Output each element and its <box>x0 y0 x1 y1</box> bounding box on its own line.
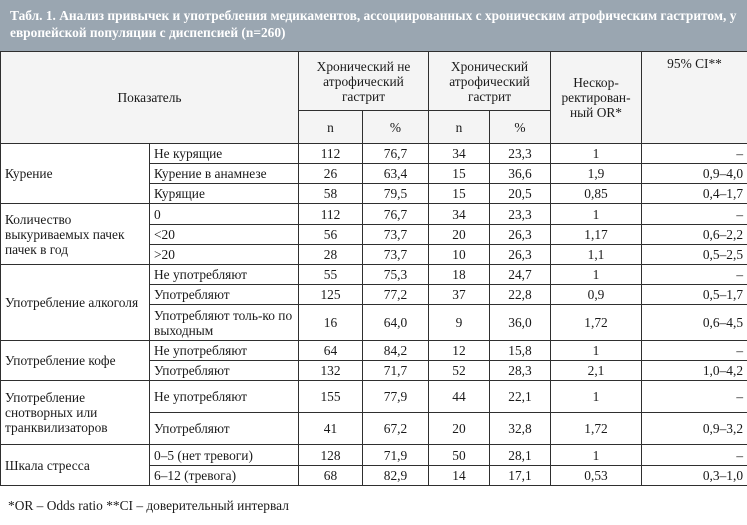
cell-pct-atrophic: 36,0 <box>490 305 551 341</box>
cell-ci: 0,5–2,5 <box>642 245 747 265</box>
cell-ci: – <box>642 265 747 285</box>
cell-pct-atrophic: 22,1 <box>490 381 551 413</box>
sub-indicator: Употребляют толь-ко по выходным <box>150 305 299 341</box>
sub-indicator: 6–12 (тревога) <box>150 466 299 486</box>
cell-n-atrophic: 50 <box>429 445 490 466</box>
cell-n-nonatrophic: 28 <box>299 245 363 265</box>
cell-pct-nonatrophic: 63,4 <box>363 164 429 184</box>
cell-n-atrophic: 15 <box>429 164 490 184</box>
cell-n-nonatrophic: 68 <box>299 466 363 486</box>
cell-ci: – <box>642 144 747 164</box>
header-pct: % <box>490 111 551 144</box>
cell-pct-atrophic: 26,3 <box>490 245 551 265</box>
header-indicator: Показатель <box>1 52 299 144</box>
sub-indicator: Употребляют <box>150 285 299 305</box>
indicator-name: Употребление алкоголя <box>1 265 150 341</box>
cell-pct-atrophic: 36,6 <box>490 164 551 184</box>
cell-pct-nonatrophic: 76,7 <box>363 144 429 164</box>
footnote: *OR – Odds ratio **CI – доверительный интервал <box>8 498 289 513</box>
cell-pct-atrophic: 15,8 <box>490 341 551 361</box>
cell-n-atrophic: 9 <box>429 305 490 341</box>
cell-n-nonatrophic: 41 <box>299 413 363 445</box>
cell-pct-nonatrophic: 82,9 <box>363 466 429 486</box>
cell-n-atrophic: 15 <box>429 184 490 204</box>
cell-pct-atrophic: 28,1 <box>490 445 551 466</box>
sub-indicator: Употребляют <box>150 413 299 445</box>
cell-or: 0,85 <box>551 184 642 204</box>
table-row <box>1 144 747 164</box>
cell-pct-atrophic: 24,7 <box>490 265 551 285</box>
cell-ci: – <box>642 341 747 361</box>
sub-indicator: Не употребляют <box>150 341 299 361</box>
cell-ci: 0,6–4,5 <box>642 305 747 341</box>
cell-n-nonatrophic: 155 <box>299 381 363 413</box>
indicator-name: Шкала стресса <box>1 445 150 486</box>
cell-ci: 0,5–1,7 <box>642 285 747 305</box>
cell-n-nonatrophic: 64 <box>299 341 363 361</box>
cell-or: 1 <box>551 265 642 285</box>
cell-n-atrophic: 52 <box>429 361 490 381</box>
cell-n-nonatrophic: 112 <box>299 204 363 225</box>
cell-pct-nonatrophic: 76,7 <box>363 204 429 225</box>
cell-n-nonatrophic: 56 <box>299 225 363 245</box>
cell-or: 0,53 <box>551 466 642 486</box>
cell-pct-atrophic: 20,5 <box>490 184 551 204</box>
sub-indicator: Не употребляют <box>150 265 299 285</box>
cell-ci: 0,3–1,0 <box>642 466 747 486</box>
cell-pct-atrophic: 32,8 <box>490 413 551 445</box>
cell-n-atrophic: 37 <box>429 285 490 305</box>
indicator-name: Курение <box>1 144 150 204</box>
cell-n-atrophic: 20 <box>429 225 490 245</box>
cell-n-nonatrophic: 128 <box>299 445 363 466</box>
header-n: n <box>299 111 363 144</box>
cell-ci: 0,6–2,2 <box>642 225 747 245</box>
header-or: Нескор-ректирован-ный OR* <box>551 52 642 144</box>
cell-n-atrophic: 34 <box>429 144 490 164</box>
cell-pct-nonatrophic: 67,2 <box>363 413 429 445</box>
cell-pct-nonatrophic: 73,7 <box>363 245 429 265</box>
sub-indicator: 0 <box>150 204 299 225</box>
cell-ci: 1,0–4,2 <box>642 361 747 381</box>
cell-n-nonatrophic: 112 <box>299 144 363 164</box>
cell-pct-atrophic: 22,8 <box>490 285 551 305</box>
cell-pct-nonatrophic: 84,2 <box>363 341 429 361</box>
cell-or: 1,17 <box>551 225 642 245</box>
cell-or: 1 <box>551 204 642 225</box>
cell-or: 1 <box>551 381 642 413</box>
cell-pct-atrophic: 23,3 <box>490 144 551 164</box>
header-n: n <box>429 111 490 144</box>
cell-or: 1,9 <box>551 164 642 184</box>
table-row <box>1 445 747 466</box>
sub-indicator: <20 <box>150 225 299 245</box>
header-group-nonatrophic: Хронический не атрофический гастрит <box>299 52 429 111</box>
cell-pct-atrophic: 26,3 <box>490 225 551 245</box>
cell-ci: – <box>642 204 747 225</box>
cell-or: 1 <box>551 341 642 361</box>
cell-pct-nonatrophic: 73,7 <box>363 225 429 245</box>
cell-pct-nonatrophic: 77,9 <box>363 381 429 413</box>
sub-indicator: Не курящие <box>150 144 299 164</box>
indicator-name: Употребление кофе <box>1 341 150 381</box>
cell-n-atrophic: 20 <box>429 413 490 445</box>
cell-ci: 0,4–1,7 <box>642 184 747 204</box>
cell-or: 1,72 <box>551 413 642 445</box>
cell-n-atrophic: 12 <box>429 341 490 361</box>
table-row <box>1 381 747 413</box>
sub-indicator: Курение в анамнезе <box>150 164 299 184</box>
cell-n-nonatrophic: 58 <box>299 184 363 204</box>
cell-n-nonatrophic: 132 <box>299 361 363 381</box>
header-pct: % <box>363 111 429 144</box>
cell-or: 1,1 <box>551 245 642 265</box>
cell-or: 1 <box>551 144 642 164</box>
cell-pct-nonatrophic: 71,9 <box>363 445 429 466</box>
cell-n-atrophic: 10 <box>429 245 490 265</box>
cell-ci: – <box>642 445 747 466</box>
cell-pct-atrophic: 17,1 <box>490 466 551 486</box>
sub-indicator: Не употребляют <box>150 381 299 413</box>
cell-pct-nonatrophic: 79,5 <box>363 184 429 204</box>
cell-ci: 0,9–3,2 <box>642 413 747 445</box>
cell-ci: – <box>642 381 747 413</box>
cell-pct-nonatrophic: 77,2 <box>363 285 429 305</box>
indicator-name: Количество выкуриваемых пачек пачек в год <box>1 204 150 265</box>
cell-n-atrophic: 18 <box>429 265 490 285</box>
cell-pct-nonatrophic: 64,0 <box>363 305 429 341</box>
header-group-atrophic: Хронический атрофический гастрит <box>429 52 551 111</box>
table-row <box>1 204 747 225</box>
cell-ci: 0,9–4,0 <box>642 164 747 184</box>
cell-or: 1 <box>551 445 642 466</box>
table-row <box>1 341 747 361</box>
data-table <box>0 51 747 486</box>
table-row <box>1 265 747 285</box>
sub-indicator: Употребляют <box>150 361 299 381</box>
cell-n-nonatrophic: 125 <box>299 285 363 305</box>
cell-or: 2,1 <box>551 361 642 381</box>
cell-n-atrophic: 44 <box>429 381 490 413</box>
cell-or: 1,72 <box>551 305 642 341</box>
cell-or: 0,9 <box>551 285 642 305</box>
cell-n-atrophic: 34 <box>429 204 490 225</box>
sub-indicator: 0–5 (нет тревоги) <box>150 445 299 466</box>
indicator-name: Употребление снотворных или транквилизаторов <box>1 381 150 445</box>
cell-n-nonatrophic: 55 <box>299 265 363 285</box>
cell-pct-atrophic: 23,3 <box>490 204 551 225</box>
sub-indicator: >20 <box>150 245 299 265</box>
header-ci: 95% CI** <box>642 52 747 144</box>
table-title: Табл. 1. Анализ привычек и употребления медикаментов, ассоциированных с хроническим атрофическим гастритом, у европейской популяции с диспепсией (n=260) <box>0 0 747 51</box>
cell-pct-nonatrophic: 75,3 <box>363 265 429 285</box>
cell-n-nonatrophic: 16 <box>299 305 363 341</box>
cell-n-nonatrophic: 26 <box>299 164 363 184</box>
cell-pct-atrophic: 28,3 <box>490 361 551 381</box>
cell-n-atrophic: 14 <box>429 466 490 486</box>
sub-indicator: Курящие <box>150 184 299 204</box>
cell-pct-nonatrophic: 71,7 <box>363 361 429 381</box>
